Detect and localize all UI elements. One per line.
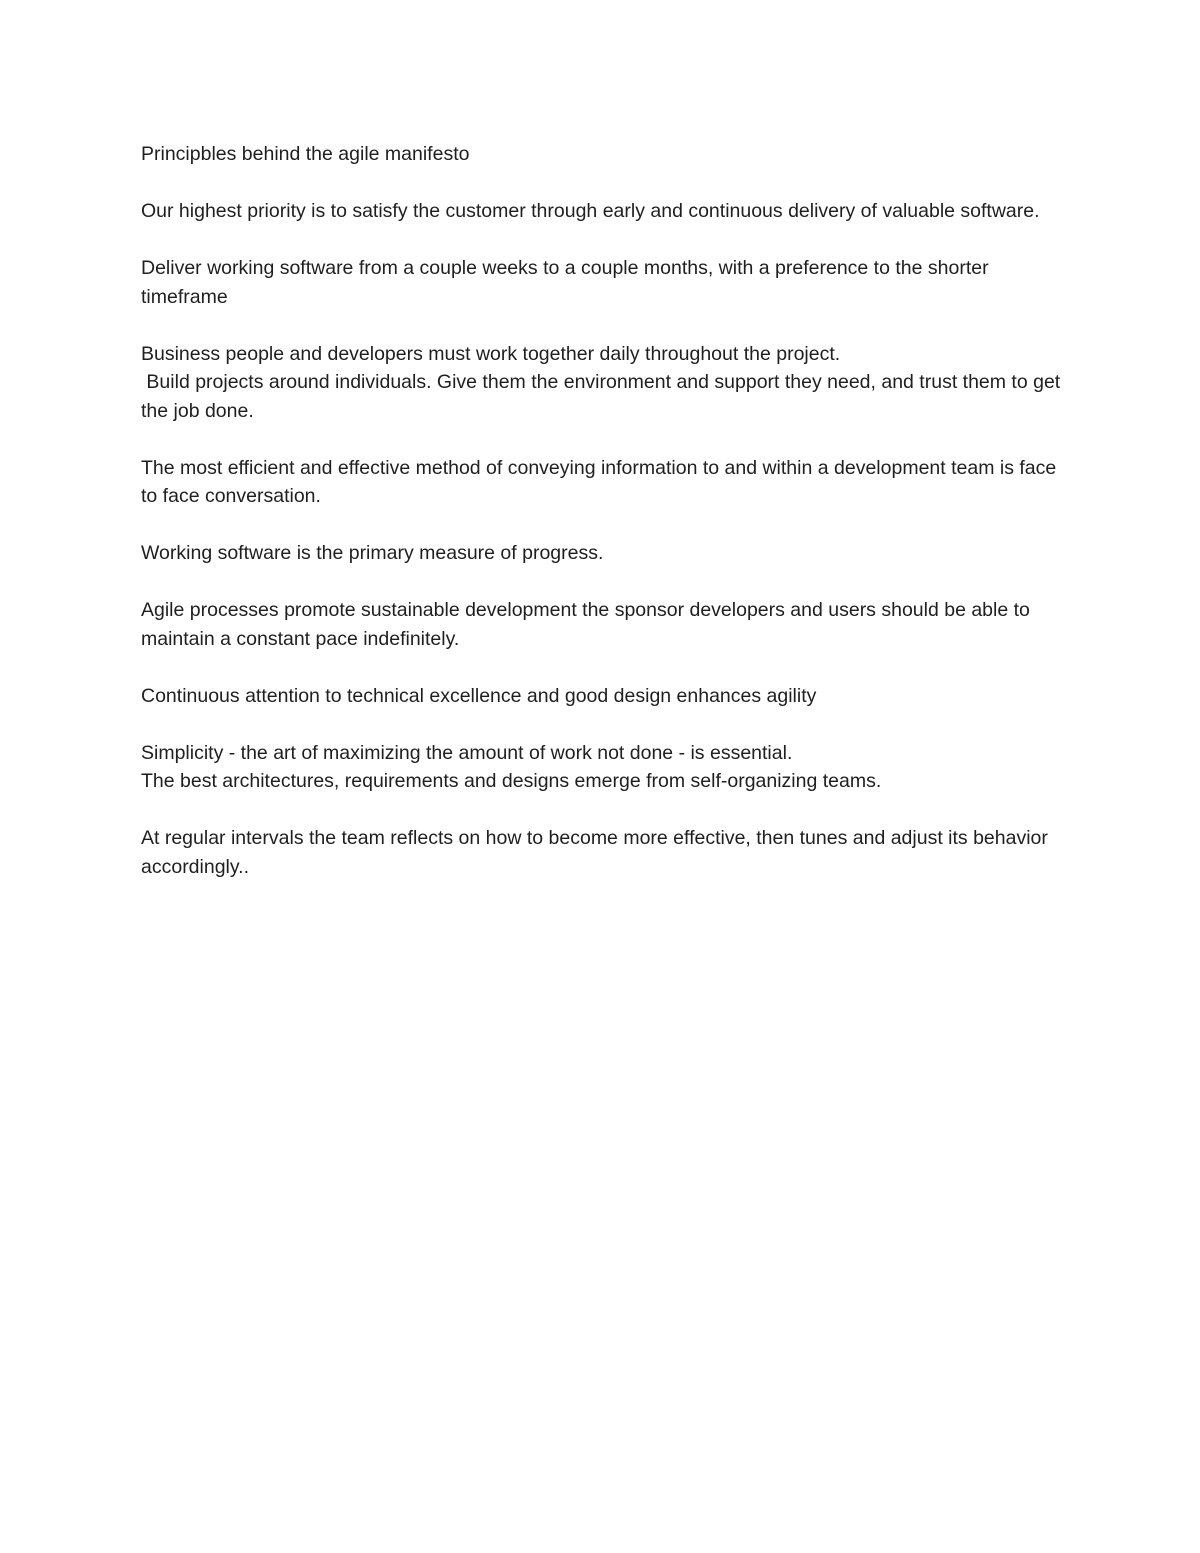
paragraph-gap — [141, 311, 1071, 340]
document-title: Principbles behind the agile manifesto — [141, 143, 470, 165]
document-body — [141, 140, 1071, 881]
paragraph-gap — [141, 710, 1071, 739]
principle-paragraph: Deliver working software from a couple weeks to a couple months, with a preference to the shorter timeframe — [141, 257, 994, 308]
principle-paragraph: Business people and developers must work together daily throughout the project. — [141, 342, 841, 365]
principle-paragraph: Our highest priority is to satisfy the customer through early and continuous delivery of valuable software. — [141, 200, 1040, 222]
paragraph-gap — [141, 511, 1071, 540]
principle-paragraph: Simplicity - the art of maximizing the amount of work not done - is essential. — [141, 741, 793, 764]
principle-paragraph: At regular intervals the team reflects on how to become more effective, then tunes and adjust its behavior accordingly.. — [141, 827, 1054, 878]
principle-paragraph: Continuous attention to technical excellence and good design enhances agility — [141, 684, 817, 707]
principle-paragraph: The best architectures, requirements and designs emerge from self-organizing teams. — [141, 770, 882, 792]
principle-paragraph: Build projects around individuals. Give them the environment and support they need, and trust them to get the job done. — [141, 371, 1066, 422]
paragraph-gap — [141, 226, 1071, 255]
paragraph-gap — [141, 425, 1071, 454]
principle-paragraph: Working software is the primary measure of progress. — [141, 542, 604, 564]
paragraph-gap — [141, 568, 1071, 597]
paragraph-gap — [141, 653, 1071, 682]
paragraph-gap — [141, 796, 1071, 825]
principle-paragraph: The most efficient and effective method of conveying information to and within a development team is face to face conversation. — [141, 456, 1062, 507]
principle-paragraph: Agile processes promote sustainable development the sponsor developers and users should be able to maintain a constant pace indefinitely. — [141, 599, 1036, 650]
paragraph-gap — [141, 169, 1071, 198]
